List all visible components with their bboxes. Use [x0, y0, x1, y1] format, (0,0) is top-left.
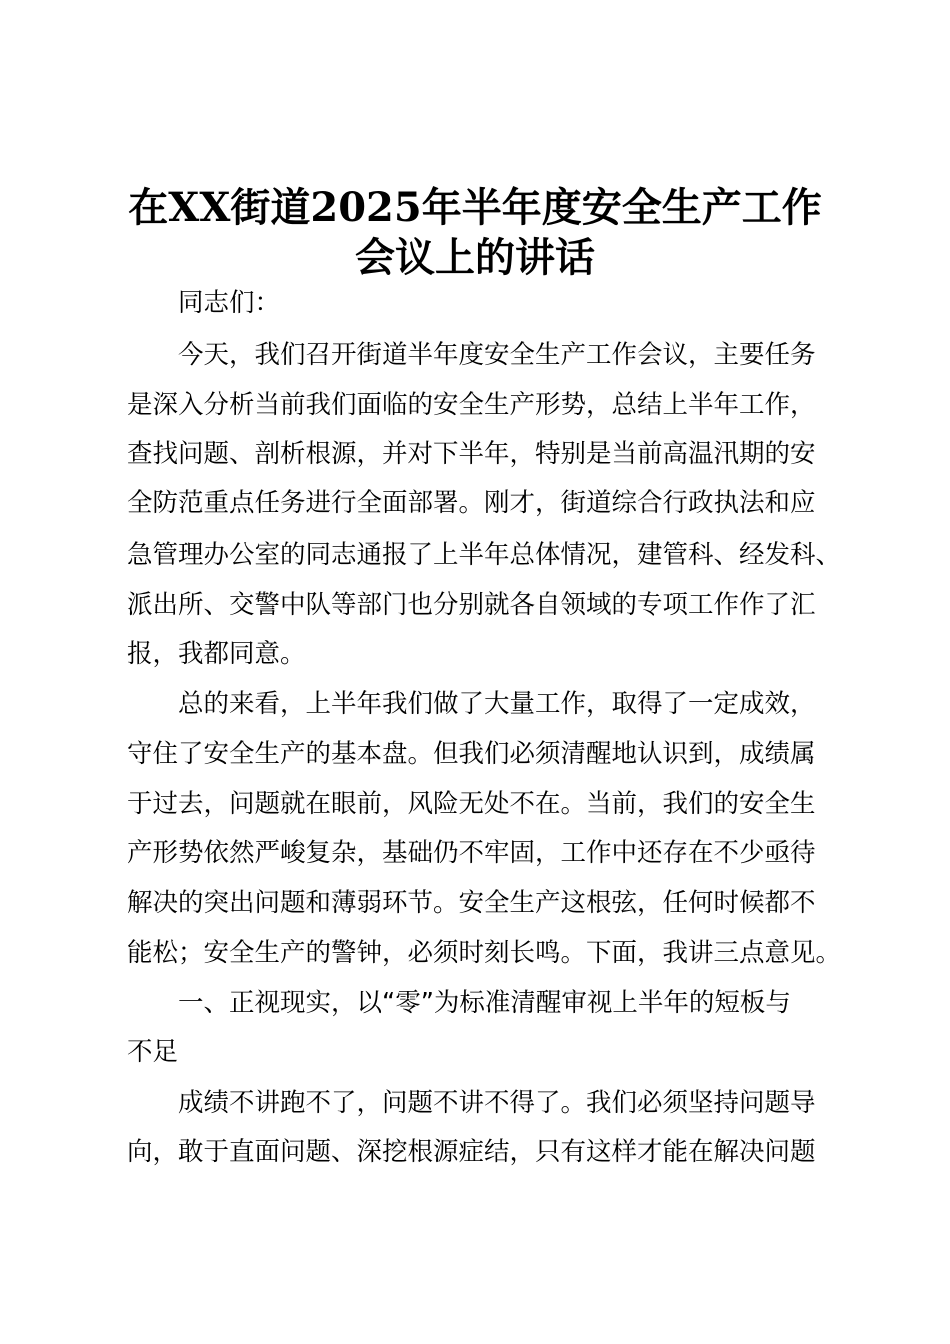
salutation: 同志们：	[178, 288, 281, 318]
paragraph-line: 产形势依然严峻复杂，基础仍不牢固，工作中还存在不少亟待	[127, 838, 816, 868]
paragraph-line: 向，敢于直面问题、深挖根源症结，只有这样才能在解决问题	[127, 1137, 816, 1167]
paragraph-line: 急管理办公室的同志通报了上半年总体情况，建管科、经发科、	[127, 540, 842, 570]
document-title-line-2: 会议上的讲话	[355, 234, 595, 281]
paragraph-line: 能松；安全生产的警钟，必须时刻长鸣。下面，我讲三点意见。	[127, 938, 842, 968]
heading-line: 一、正视现实，以“零”为标准清醒审视上半年的短板与	[178, 988, 791, 1018]
paragraph-line: 总的来看，上半年我们做了大量工作，取得了一定成效，	[178, 689, 816, 719]
paragraph-line: 守住了安全生产的基本盘。但我们必须清醒地认识到，成绩属	[127, 739, 816, 769]
paragraph-line: 全防范重点任务进行全面部署。刚才，街道综合行政执法和应	[127, 488, 816, 518]
paragraph-line: 报，我都同意。	[127, 639, 306, 669]
paragraph-line: 成绩不讲跑不了，问题不讲不得了。我们必须坚持问题导	[178, 1088, 816, 1118]
heading-line: 不足	[127, 1037, 179, 1067]
paragraph-line: 是深入分析当前我们面临的安全生产形势，总结上半年工作，	[127, 390, 816, 420]
paragraph-line: 查找问题、剖析根源，并对下半年，特别是当前高温汛期的安	[127, 439, 816, 469]
paragraph-line: 今天，我们召开街道半年度安全生产工作会议，主要任务	[178, 340, 816, 370]
paragraph-line: 于过去，问题就在眼前，风险无处不在。当前，我们的安全生	[127, 789, 816, 819]
paragraph-line: 派出所、交警中队等部门也分别就各自领域的专项工作作了汇	[127, 590, 816, 620]
paragraph-line: 解决的突出问题和薄弱环节。安全生产这根弦，任何时候都不	[127, 888, 816, 918]
document-title-line-1: 在XX街道2025年半年度安全生产工作	[128, 184, 822, 231]
